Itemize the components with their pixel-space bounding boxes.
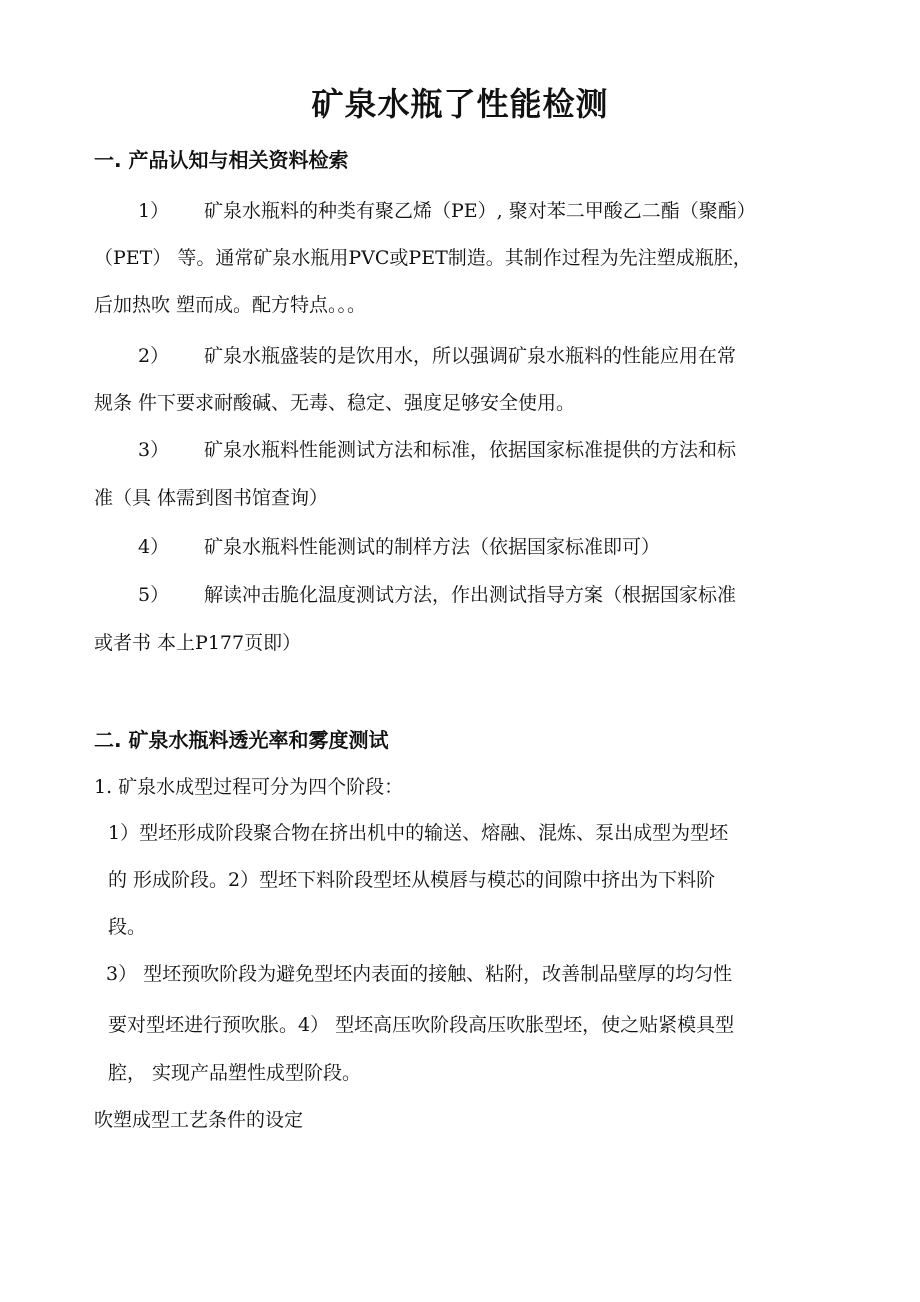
stage-paragraph-1-line-3: 段。 (108, 916, 147, 938)
item-1-line-2: （PET） 等。通常矿泉水瓶用PVC或PET制造。其制作过程为先注塑成瓶胚， (94, 247, 752, 269)
item-1-number: 1） (138, 200, 170, 222)
item-3-line-2: 准（具 体需到图书馆查询） (94, 487, 329, 509)
item-2-number: 2） (138, 345, 170, 367)
item-4-number: 4） (138, 536, 170, 558)
section-2-intro: 1. 矿泉水成型过程可分为四个阶段： (94, 776, 404, 798)
document-title: 矿泉水瓶了性能检测 (311, 85, 609, 123)
item-5-line-2: 或者书 本上P177页即） (94, 632, 302, 654)
item-1-line-3: 后加热吹 塑而成。配方特点。。。 (94, 294, 367, 316)
section-2-heading: 二. 矿泉水瓶料透光率和雾度测试 (94, 728, 389, 752)
stage-paragraph-1-line-1: 1）型坯形成阶段聚合物在挤出机中的输送、熔融、混炼、泵出成型为型坯 (108, 822, 729, 844)
item-5-line-1: 解读冲击脆化温度测试方法，作出测试指导方案（根据国家标准 (204, 584, 737, 606)
item-1-line-1: 矿泉水瓶料的种类有聚乙烯（PE）, 聚对苯二甲酸乙二酯（聚酯） (204, 200, 756, 222)
item-5-number: 5） (138, 584, 170, 606)
item-3-line-1: 矿泉水瓶料性能测试方法和标准，依据国家标准提供的方法和标 (204, 439, 737, 461)
item-4-line-1: 矿泉水瓶料性能测试的制样方法（依据国家标准即可） (204, 536, 661, 558)
stage-paragraph-2-line-1: 3） 型坯预吹阶段为避免型坯内表面的接触、粘附，改善制品壁厚的均匀性 (106, 963, 733, 985)
stage-paragraph-2-line-3: 腔， 实现产品塑性成型阶段。 (108, 1062, 362, 1084)
closing-line: 吹塑成型工艺条件的设定 (94, 1109, 304, 1131)
section-1-heading: 一. 产品认知与相关资料检索 (94, 148, 349, 172)
item-3-number: 3） (138, 439, 170, 461)
stage-paragraph-2-line-2: 要对型坯进行预吹胀。4） 型坯高压吹阶段高压吹胀型坯，使之贴紧模具型 (108, 1014, 735, 1036)
item-2-line-1: 矿泉水瓶盛装的是饮用水，所以强调矿泉水瓶料的性能应用在常 (204, 345, 737, 367)
stage-paragraph-1-line-2: 的 形成阶段。2）型坯下料阶段型坯从模唇与模芯的间隙中挤出为下料阶 (108, 869, 716, 891)
item-2-line-2: 规条 件下要求耐酸碱、无毒、稳定、强度足够安全使用。 (94, 392, 576, 414)
